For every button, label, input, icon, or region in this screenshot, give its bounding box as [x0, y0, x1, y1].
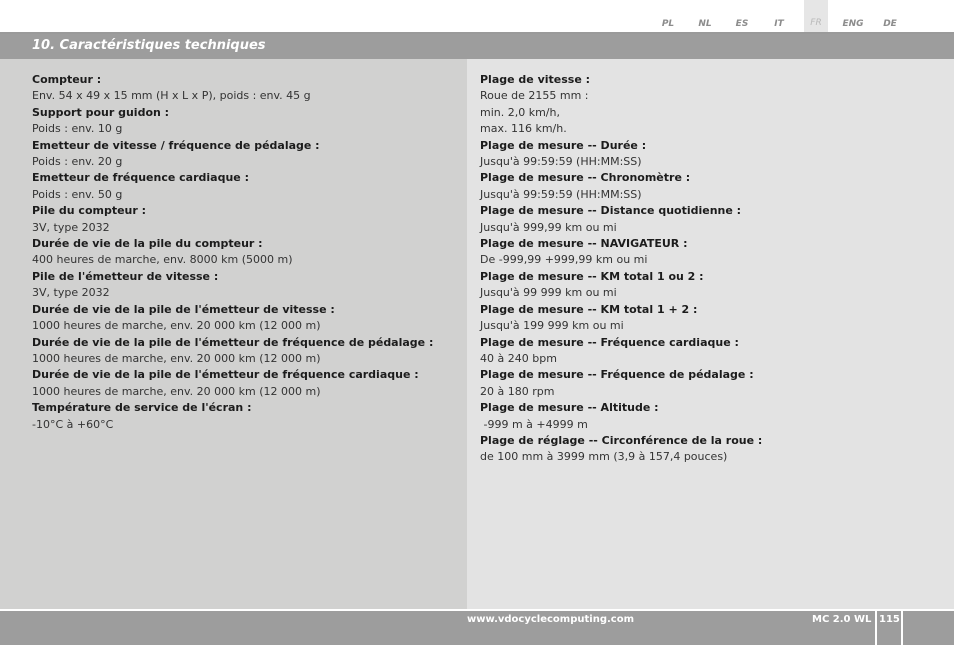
language-bar — [0, 0, 954, 33]
section-header — [0, 34, 954, 59]
spec-entry — [32, 72, 433, 105]
spec-entry — [480, 138, 762, 171]
spec-label: Durée de vie de la pile de l'émetteur de fréquence cardiaque : — [32, 368, 419, 382]
spec-label: Compteur : — [32, 73, 102, 86]
spec-label: Pile de l'émetteur de vitesse : — [32, 269, 219, 283]
spec-value: Poids : env. 20 g — [32, 155, 123, 169]
spec-label: Emetteur de vitesse / fréquence de pédalage : — [32, 138, 320, 152]
spec-entry — [32, 105, 433, 138]
spec-entry — [32, 138, 433, 171]
spec-value: -999 m à +4999 m — [480, 417, 588, 431]
spec-value: De -999,99 +999,99 km ou mi — [480, 253, 648, 267]
spec-label: Emetteur de fréquence cardiaque : — [32, 171, 249, 185]
spec-value: 3V, type 2032 — [32, 286, 110, 300]
spec-value: Roue de 2155 mm : — [480, 89, 589, 103]
spec-value: 40 à 240 bpm — [480, 351, 557, 365]
left-column — [0, 59, 467, 609]
spec-value: de 100 mm à 3999 mm (3,9 à 157,4 pouces) — [480, 450, 728, 464]
lang-tab-eng[interactable]: ENG — [842, 19, 864, 29]
spec-entry — [480, 302, 762, 335]
spec-entry — [480, 170, 762, 203]
spec-entry — [480, 335, 762, 368]
spec-value: Jusqu'à 99:59:59 (HH:MM:SS) — [480, 187, 642, 201]
spec-value: 3V, type 2032 — [32, 220, 110, 234]
spec-label: Plage de mesure -- Fréquence de pédalage : — [480, 368, 754, 382]
model-name: MC 2.0 WL — [812, 614, 872, 625]
spec-label: Durée de vie de la pile du compteur : — [32, 237, 263, 251]
spec-label: Plage de mesure -- Chronomètre : — [480, 171, 691, 185]
spec-value: Jusqu'à 999,99 km ou mi — [480, 220, 617, 234]
spec-entry — [32, 236, 433, 269]
spec-label: Plage de réglage -- Circonférence de la roue : — [480, 433, 763, 447]
spec-entry — [32, 367, 433, 400]
spec-entry — [32, 400, 433, 433]
spec-label: Plage de mesure -- Distance quotidienne : — [480, 204, 742, 218]
spec-entry — [32, 170, 433, 203]
spec-value: Poids : env. 50 g — [32, 187, 123, 201]
spec-label: Plage de mesure -- Fréquence cardiaque : — [480, 335, 739, 349]
spec-value: 400 heures de marche, env. 8000 km (5000 m) — [32, 253, 293, 267]
lang-tab-nl[interactable]: NL — [698, 19, 712, 29]
spec-entry — [32, 302, 433, 335]
footer-separator — [901, 611, 903, 645]
spec-entry — [480, 72, 762, 138]
spec-entry — [32, 335, 433, 368]
spec-value: Env. 54 x 49 x 15 mm (H x L x P), poids : env. 45 g — [32, 89, 311, 103]
spec-entry — [32, 203, 433, 236]
website-link[interactable]: www.vdocyclecomputing.com — [467, 614, 635, 625]
left-spec-list — [32, 72, 433, 433]
spec-value: Jusqu'à 99:59:59 (HH:MM:SS) — [480, 155, 642, 169]
spec-label: Plage de mesure -- KM total 1 + 2 : — [480, 302, 698, 316]
spec-value: Poids : env. 10 g — [32, 122, 123, 136]
spec-label: Plage de mesure -- KM total 1 ou 2 : — [480, 269, 704, 283]
spec-value: max. 116 km/h. — [480, 122, 567, 136]
spec-entry — [480, 236, 762, 269]
lang-tab-pl[interactable]: PL — [661, 19, 675, 29]
spec-label: Durée de vie de la pile de l'émetteur de fréquence de pédalage : — [32, 335, 434, 349]
spec-label: Support pour guidon : — [32, 105, 170, 119]
spec-entry — [480, 269, 762, 302]
lang-tab-it[interactable]: IT — [774, 19, 784, 29]
spec-label: Plage de mesure -- NAVIGATEUR : — [480, 237, 688, 251]
spec-value: Jusqu'à 199 999 km ou mi — [480, 319, 624, 333]
spec-label: Plage de mesure -- Durée : — [480, 138, 647, 152]
spec-entry — [480, 367, 762, 400]
spec-entry — [480, 400, 762, 433]
spec-label: Pile du compteur : — [32, 204, 147, 218]
spec-value: min. 2,0 km/h, — [480, 105, 560, 119]
lang-tab-es[interactable]: ES — [735, 19, 749, 29]
spec-label: Plage de vitesse : — [480, 73, 591, 86]
spec-label: Plage de mesure -- Altitude : — [480, 401, 659, 415]
right-spec-list — [480, 72, 762, 466]
lang-tab-de[interactable]: DE — [883, 19, 897, 29]
lang-tab-fr[interactable]: FR — [804, 0, 828, 32]
spec-value: Jusqu'à 99 999 km ou mi — [480, 286, 617, 300]
spec-label: Durée de vie de la pile de l'émetteur de vitesse : — [32, 302, 335, 316]
section-title: 10. Caractéristiques techniques — [32, 38, 266, 53]
spec-value: 1000 heures de marche, env. 20 000 km (12 000 m) — [32, 319, 321, 333]
footer-separator — [875, 611, 877, 645]
spec-entry — [480, 433, 762, 466]
spec-entry — [480, 203, 762, 236]
spec-value: -10°C à +60°C — [32, 417, 114, 431]
right-column — [467, 59, 954, 609]
spec-value: 1000 heures de marche, env. 20 000 km (12 000 m) — [32, 351, 321, 365]
footer — [0, 611, 954, 645]
page-number: 115 — [879, 614, 900, 625]
spec-value: 20 à 180 rpm — [480, 384, 555, 398]
spec-value: 1000 heures de marche, env. 20 000 km (12 000 m) — [32, 384, 321, 398]
spec-label: Température de service de l'écran : — [32, 401, 252, 415]
spec-entry — [32, 269, 433, 302]
